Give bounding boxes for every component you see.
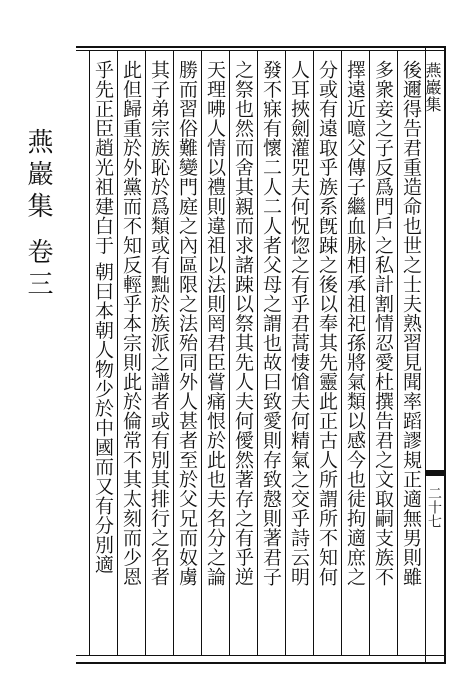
fold-title: 燕巖集: [423, 62, 442, 113]
fold-strip: [425, 46, 445, 662]
column-rule: [229, 50, 230, 655]
text-column: 勝而習俗難變門庭之內區限之法殆同外人甚者至於父兄而奴虜: [176, 60, 198, 587]
column-rule: [201, 50, 202, 655]
column-rule: [117, 50, 118, 655]
text-column: 天理咈人情以禮則違祖以法則罔君臣嘗痛恨於此也夫名分之論: [204, 60, 226, 587]
column-rule: [313, 50, 314, 655]
column-rule: [369, 50, 370, 655]
text-column: 乎先正臣趙光祖建白于 朝曰本朝人物少於中國而又有分別適: [92, 60, 114, 574]
column-rule: [173, 50, 174, 655]
frame-inner-top-rule: [76, 50, 446, 51]
text-column: 後邇得告君重造命也世之士夫熟習見聞率蹈謬規正適無男則雖: [400, 60, 422, 587]
column-rule: [257, 50, 258, 655]
column-rule: [341, 50, 342, 655]
text-column: 多衆妾之子反爲門戶之私計割情忍愛杜撰告君之文取嗣支族不: [372, 60, 394, 587]
text-column: 擇遠近噫父傳子繼血脉相承祖祀孫將氣類以感今也徒拘適庶之: [344, 60, 366, 587]
text-column: 之祭也然而舍其親而求諸踈以祭其先人夫何僾然著存之有乎逆: [232, 60, 254, 587]
margin-title: 燕巖集 卷三: [23, 128, 53, 303]
column-rule: [89, 50, 90, 655]
fold-page-number: 二十七: [426, 486, 442, 528]
text-column: 人耳挾劍灌兕夫何怳惚之有乎君蒿悽愴夫何精氣之交乎詩云明: [288, 60, 310, 587]
column-rule: [425, 50, 426, 655]
text-column: 分或有遠取乎族系旣踈之後以奉其先靈此正古人所謂所不知何: [316, 60, 338, 587]
text-column: 發不寐有懷二人二人者父母之謂也故曰致愛則存致慤則著君子: [260, 60, 282, 587]
text-column: 此但歸重於外黨而不知反輕乎本宗則此於倫常不其太刻而少恩: [120, 60, 142, 587]
frame-inner-bottom-rule: [76, 655, 446, 656]
text-column: 其子弟宗族恥於爲類或有黜於族派之譜者或有別其排行之名者: [148, 60, 170, 587]
column-rule: [285, 50, 286, 655]
column-rule: [145, 50, 146, 655]
fold-fishtail-bar: [426, 470, 444, 476]
column-rule: [397, 50, 398, 655]
